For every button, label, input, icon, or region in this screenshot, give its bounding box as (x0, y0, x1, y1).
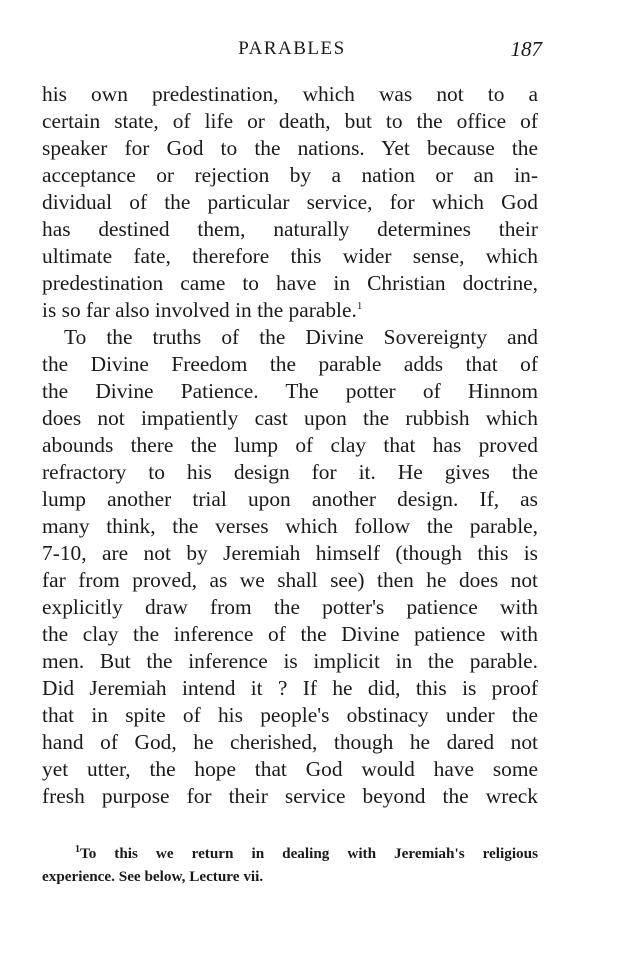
text-line: hand of God, he cherished, though he dared not (42, 730, 538, 754)
text-line (42, 297, 538, 324)
text-line: the clay the inference of the Divine patience with (42, 622, 538, 646)
text-line: refractory to his design for it. He gives the (42, 460, 538, 484)
page-number: 187 (510, 37, 542, 61)
footnote-line (42, 842, 538, 865)
text-line: his own predestination, which was not to a (42, 82, 538, 106)
footnote-marker: 1 (75, 844, 80, 855)
text-line: 7-10, are not by Jeremiah himself (though this is (42, 541, 538, 565)
text-line: To the truths of the Divine Sovereignty and (64, 325, 538, 349)
text-line: men. But the inference is implicit in the parable. (42, 649, 538, 673)
text-line: lump another trial upon another design. If, as (42, 487, 538, 511)
text-line: explicitly draw from the potter's patience with (42, 595, 538, 619)
footnote (42, 842, 538, 888)
text-line: speaker for God to the nations. Yet because the (42, 136, 538, 160)
text-line: predestination came to have in Christian doctrine, (42, 271, 538, 295)
text-line: that in spite of his people's obstinacy under the (42, 703, 538, 727)
text-line: certain state, of life or death, but to the office of (42, 109, 538, 133)
footnote-line: experience. See below, Lecture vii. (42, 868, 264, 885)
text-line: acceptance or rejection by a nation or an in- (42, 163, 538, 187)
footnote-reference: 1 (356, 300, 363, 312)
text-line: has destined them, naturally determines their (42, 217, 538, 241)
text-line: yet utter, the hope that God would have some (42, 757, 538, 781)
body-text (42, 81, 538, 810)
text-line: many think, the verses which follow the parable, (42, 514, 538, 538)
text-line: the Divine Patience. The potter of Hinnom (42, 379, 538, 403)
text-line: the Divine Freedom the parable adds that of (42, 352, 538, 376)
text-line: abounds there the lump of clay that has proved (42, 433, 538, 457)
text-line-content: is so far also involved in the parable. (42, 298, 357, 322)
text-line: far from proved, as we shall see) then he does not (42, 568, 538, 592)
running-head: PARABLES (238, 38, 346, 59)
text-line: fresh purpose for their service beyond the wreck (42, 784, 538, 808)
text-line: Did Jeremiah intend it ? If he did, this is proof (42, 676, 538, 700)
page-header (42, 36, 542, 64)
text-line: does not impatiently cast upon the rubbish which (42, 406, 538, 430)
text-line: ultimate fate, therefore this wider sense, which (42, 244, 538, 268)
footnote-text: To this we return in dealing with Jeremiah's religious (80, 845, 538, 862)
text-line: dividual of the particular service, for which God (42, 190, 538, 214)
